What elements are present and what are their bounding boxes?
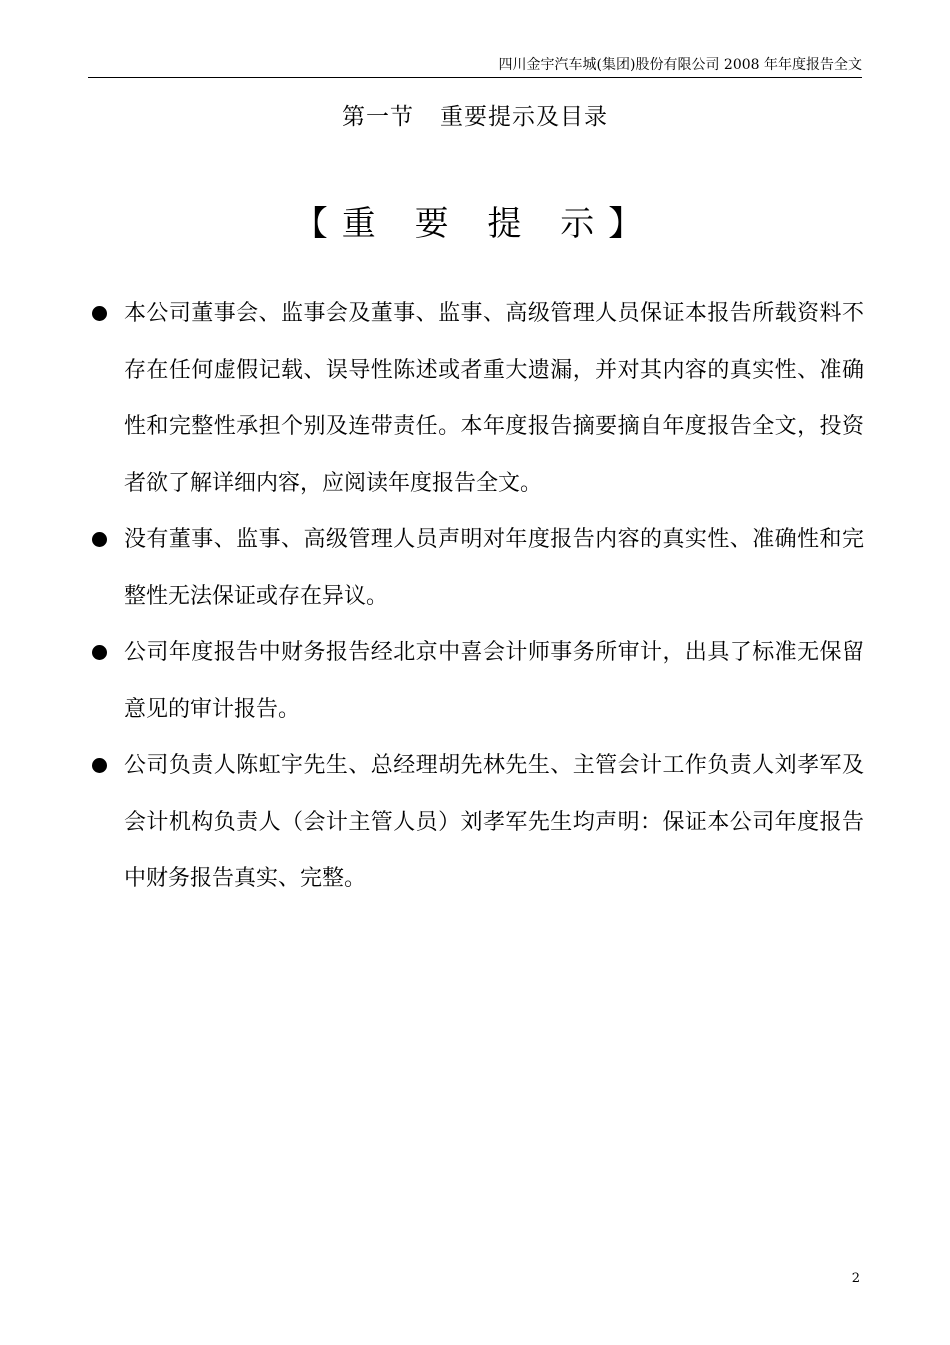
- important-notice-heading: 【重 要 提 示】: [293, 204, 657, 244]
- section-name: 重要提示及目录: [440, 104, 608, 130]
- section-title: [0, 98, 950, 131]
- notice-list: [88, 286, 864, 908]
- notice-item: [88, 738, 864, 908]
- notice-item: [88, 286, 864, 512]
- notice-text: 公司年度报告中财务报告经北京中喜会计师事务所审计，出具了标准无保留意见的审计报告。: [124, 640, 864, 722]
- section-number: 第一节: [342, 104, 414, 130]
- bullet-icon: [92, 306, 107, 321]
- notice-text: 本公司董事会、监事会及董事、监事、高级管理人员保证本报告所载资料不存在任何虚假记载、误导性陈述或者重大遗漏，并对其内容的真实性、准确性和完整性承担个别及连带责任。本年度报告摘要摘自年度报告全文，投资者欲了解详细内容，应阅读年度报告全文。: [124, 301, 864, 496]
- bullet-icon: [92, 758, 107, 773]
- notice-text: 公司负责人陈虹宇先生、总经理胡先林先生、主管会计工作负责人刘孝军及会计机构负责人（会计主管人员）刘孝军先生均声明：保证本公司年度报告中财务报告真实、完整。: [124, 753, 864, 891]
- bullet-icon: [92, 645, 107, 660]
- header-divider: [88, 77, 862, 78]
- notice-item: [88, 512, 864, 625]
- bullet-icon: [92, 532, 107, 547]
- running-header: 四川金宇汽车城(集团)股份有限公司 2008 年年度报告全文: [498, 57, 862, 73]
- notice-text: 没有董事、监事、高级管理人员声明对年度报告内容的真实性、准确性和完整性无法保证或存在异议。: [124, 527, 864, 609]
- notice-item: [88, 625, 864, 738]
- page-number: 2: [851, 1271, 860, 1286]
